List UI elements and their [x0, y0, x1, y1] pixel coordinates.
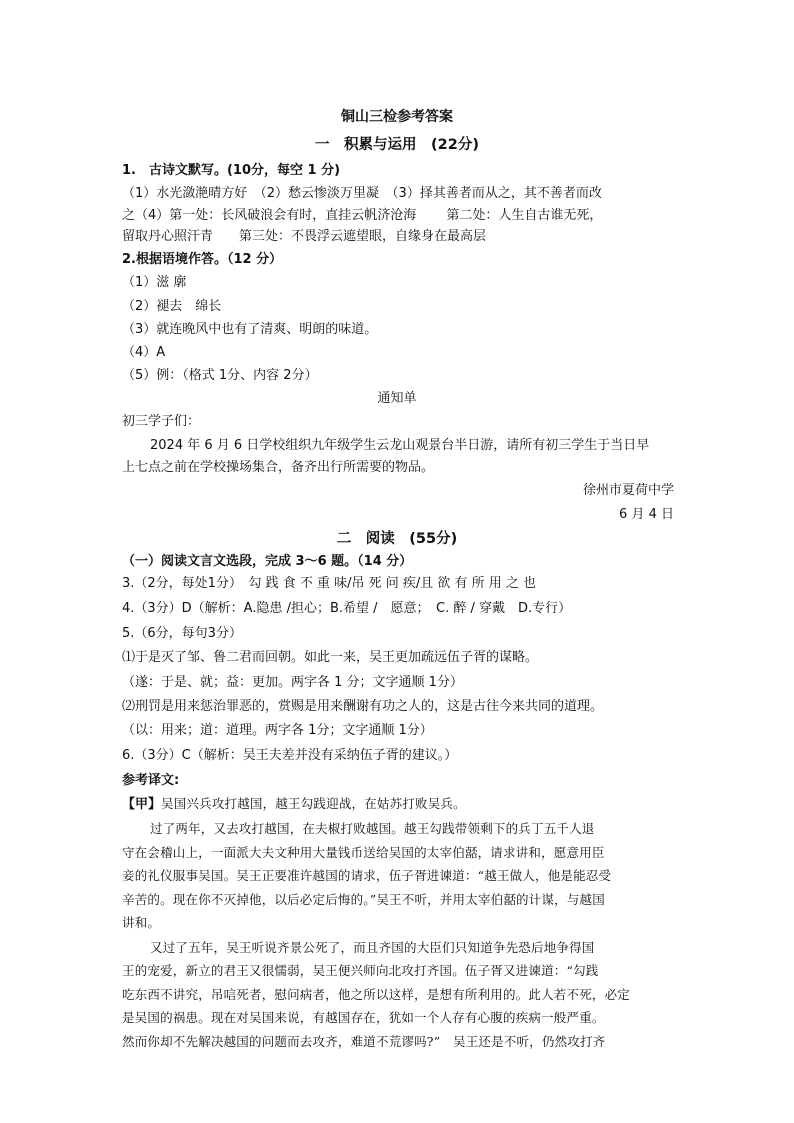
answer-5-head: 5.（6分，每句3分）	[122, 626, 242, 641]
answer-5-2-note: （以：用来；道：道理。两字各 1分；文字通顺 1分）	[122, 723, 433, 738]
translation-line: 过了两年，又去攻打越国，在夫椒打败越国。越王勾践带领剩下的兵丁五千人退	[150, 821, 595, 836]
jia-mark: 【甲】	[122, 797, 162, 812]
q2-heading: 2.根据语境作答。（12 分）	[122, 252, 283, 267]
q1-line: 之（4）第一处：长风破浪会有时，直挂云帆济沧海 第二处：人生自古谁无死，	[122, 208, 603, 223]
translation-line: 讲和。	[122, 915, 161, 930]
page-title: 铜山三检参考答案	[341, 109, 453, 125]
q2-item: （4）A	[122, 345, 166, 360]
notice-title: 通知单	[377, 391, 417, 406]
q2-item: （1）滋 廓	[122, 275, 187, 290]
q1-line: （1）水光潋滟晴方好 （2）愁云惨淡万里凝 （3）择其善者而从之，其不善者而改	[122, 186, 602, 201]
translation-line: 辛苦的。现在你不灭掉他，以后必定后悔的。”吴王不听，并用太宰伯嚭的计谋，与越国	[122, 892, 605, 907]
answer-6: 6.（3分）C（解析：吴王夫差并没有采纳伍子胥的建议。）	[122, 748, 458, 763]
answer-5-2: ⑵刑罚是用来惩治罪恶的，赏赐是用来酬谢有功之人的，这是古往今来共同的道理。	[122, 699, 604, 714]
translation-line: 是吴国的祸患。现在对吴国来说，有越国存在，犹如一个人存有心腹的疾病一般严重。	[122, 1010, 605, 1025]
translation-heading: 参考译文:	[122, 773, 180, 788]
translation-line: 又过了五年，吴王听说齐景公死了，而且齐国的大臣们只知道争先恐后地争得国	[150, 940, 595, 955]
q1-heading: 1. 古诗文默写。(10分，每空 1 分)	[122, 163, 341, 178]
section-2-heading: 二 阅读 (55分)	[336, 531, 458, 547]
translation-line: 妾的礼仪服事吴国。吴王正要准许越国的请求，伍子胥进谏道：“越王做人，他是能忍受	[122, 868, 612, 883]
sub-section-heading: （一）阅读文言文选段，完成 3～6 题。（14 分）	[122, 554, 413, 569]
answer-5-1: ⑴于是灭了邹、鲁二君而回朝。如此一来，吴王更加疏远伍子胥的谋略。	[122, 650, 539, 665]
notice-body: 2024 年 6 月 6 日学校组织九年级学生云龙山观景台半日游，请所有初三学生于当日早	[150, 438, 650, 453]
notice-date: 6 月 4 日	[619, 507, 674, 522]
section-1-heading: 一 积累与运用 (22分)	[315, 137, 479, 153]
q2-item: （3）就连晚风中也有了清爽、明朗的味道。	[122, 322, 378, 337]
notice-greeting: 初三学子们：	[122, 414, 201, 429]
notice-signature: 徐州市夏荷中学	[582, 483, 674, 498]
translation-line: 吃东西不讲究，吊唁死者，慰问病者，他之所以这样，是想有所利用的。此人若不死，必定	[122, 987, 631, 1002]
translation-line: 然而你却不先解决越国的问题而去攻齐，难道不荒谬吗?” 吴王还是不听，仍然攻打齐	[122, 1034, 606, 1049]
jia-first-sentence: 吴国兴兵攻打越国，越王勾践迎战，在姑苏打败吴兵。	[161, 796, 466, 811]
translation-line	[122, 795, 466, 814]
q1-line: 留取丹心照汗青 第三处：不畏浮云遮望眼，自缘身在最高层	[122, 229, 487, 244]
translation-line: 守在会稽山上，一面派大夫文种用大量钱币送给吴国的太宰伯嚭，请求讲和，愿意用臣	[122, 845, 605, 860]
q2-item: （5）例：（格式 1分、内容 2分）	[122, 368, 318, 383]
q2-item: （2）褪去 绵长	[122, 299, 222, 314]
answer-3: 3.（2分，每处1分） 勾 践 食 不 重 味/吊 死 问 疾/且 欲 有 所 用 之 也	[122, 576, 537, 591]
notice-body: 上七点之前在学校操场集合，备齐出行所需要的物品。	[122, 460, 435, 475]
answer-5-1-note: （遂：于是、就；益：更加。两字各 1 分；文字通顺 1分）	[122, 675, 463, 690]
answer-4: 4.（3分）D（解析：A.隐患 /担心；B.希望 / 愿意； C. 醉 / 穿戴 D.专行）	[122, 601, 572, 616]
translation-line: 王的宠爱，新立的君王又很懦弱，吴王便兴师向北攻打齐国。伍子胥又进谏道：“勾践	[122, 963, 599, 978]
